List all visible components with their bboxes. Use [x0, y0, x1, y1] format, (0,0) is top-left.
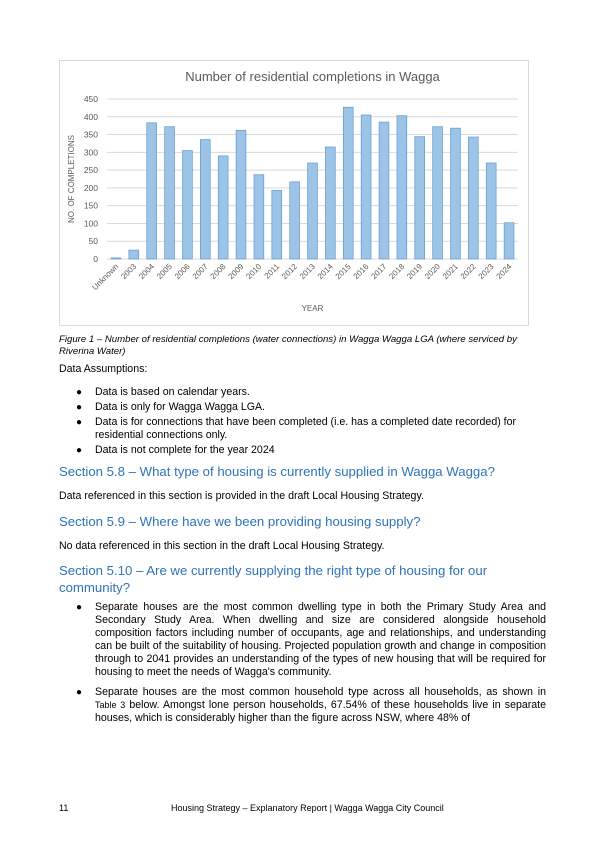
bar-2022 [468, 137, 478, 259]
x-tick-label: 2007 [190, 262, 210, 281]
list-item: ● Data is not complete for the year 2024 [76, 444, 275, 456]
bar-2010 [254, 175, 264, 259]
bar-2007 [200, 140, 210, 259]
y-tick-label: 0 [93, 254, 98, 264]
bar-2023 [486, 163, 496, 259]
assumptions-list [59, 386, 546, 459]
bar-2004 [147, 123, 157, 259]
figure-caption: Figure 1 – Number of residential completions (water connections) in Wagga Wagga LGA (where serviced by Riverina Water) [59, 334, 517, 357]
x-tick-label: 2013 [297, 262, 317, 281]
bar-2015 [343, 107, 353, 259]
y-tick-label: 100 [83, 218, 98, 229]
bar-2018 [397, 116, 407, 259]
list-item: ● Data is based on calendar years. [76, 386, 250, 398]
x-tick-label: 2016 [351, 262, 371, 281]
bar-2012 [290, 182, 300, 259]
page-number: 11 [59, 803, 69, 813]
bar-2006 [182, 151, 192, 259]
x-tick-label: 2022 [458, 262, 478, 281]
list-item: ● Separate houses are the most common household type across all households, as shown in Table 3 below. Amongst lone person households, 67.54% of these households live in separate houses, which is considerably higher than the figure across NSW, where 48% of [76, 686, 546, 724]
x-tick-label: 2006 [172, 262, 192, 281]
x-tick-label: 2003 [119, 262, 139, 281]
section-5-8-body: Data referenced in this section is provided in the draft Local Housing Strategy. [59, 490, 424, 502]
section-5-10-heading: Section 5.10 – Are we currently supplying the right type of housing for our community? [59, 563, 488, 595]
bar-2021 [451, 128, 461, 259]
x-tick-label: 2021 [440, 262, 460, 281]
y-tick-label: 400 [83, 111, 98, 122]
assumptions-label: Data Assumptions: [59, 363, 148, 375]
bar-2013 [308, 163, 318, 259]
x-axis-label: YEAR [301, 304, 324, 313]
section-5-8-heading: Section 5.8 – What type of housing is currently supplied in Wagga Wagga? [59, 464, 495, 479]
bullet-icon: ● [76, 402, 83, 413]
y-tick-label: 50 [88, 236, 98, 247]
x-tick-label: 2015 [333, 262, 353, 281]
x-tick-label: 2014 [315, 262, 335, 281]
bar-Unknown [111, 258, 121, 259]
bullet-icon: ● [76, 387, 83, 398]
y-tick-label: 250 [83, 165, 98, 176]
bar-2005 [165, 127, 175, 259]
bar-2008 [218, 156, 228, 259]
list-item: ● Data is only for Wagga Wagga LGA. [76, 401, 265, 413]
x-tick-label: 2010 [244, 262, 264, 281]
housing-list [59, 601, 546, 732]
y-tick-label: 150 [83, 200, 98, 211]
bullet-icon: ● [76, 602, 83, 613]
x-tick-label: 2011 [262, 262, 282, 281]
y-tick-label: 350 [83, 129, 98, 140]
bar-2011 [272, 190, 282, 259]
x-tick-label: 2018 [387, 262, 407, 281]
x-tick-label: 2019 [405, 262, 425, 281]
chart-svg [60, 61, 530, 327]
x-tick-label: 2004 [137, 262, 157, 281]
bar-2019 [415, 137, 425, 259]
list-item: ● Separate houses are the most common dwelling type in both the Primary Study Area and Secondary Study Area. When dwelling and size are considered alongside household composition factors including number of occupants, age and relationships, and understanding can be built of the suitability of housing. Projected population growth and change in composition through to 2041 provides an understanding of the types of new housing that will be required for housing to meet the needs of Wagga's community. [76, 601, 546, 678]
section-5-9-heading: Section 5.9 – Where have we been providing housing supply? [59, 514, 421, 529]
x-tick-label: 2020 [423, 262, 443, 281]
y-tick-label: 200 [83, 182, 98, 193]
y-tick-label: 450 [83, 94, 98, 104]
completions-chart [59, 60, 529, 326]
bar-2024 [504, 223, 514, 259]
x-tick-label: Unknown [90, 262, 121, 293]
y-tick-label: 300 [83, 147, 98, 158]
bullet-icon: ● [76, 687, 83, 698]
x-tick-label: 2012 [280, 262, 300, 281]
list-item: ● Data is for connections that have been completed (i.e. has a completed date recorded) for residential connections only. [76, 416, 517, 441]
x-tick-label: 2008 [208, 262, 228, 281]
x-tick-label: 2024 [494, 262, 514, 281]
bar-2020 [433, 127, 443, 259]
y-axis-label: NO. OF COMPLETIONS [67, 134, 76, 224]
section-5-9-body: No data referenced in this section in the draft Local Housing Strategy. [59, 540, 385, 552]
x-tick-label: 2009 [226, 262, 246, 281]
x-tick-label: 2005 [155, 262, 174, 281]
bar-2016 [361, 115, 371, 259]
bullet-icon: ● [76, 445, 83, 456]
bar-2014 [325, 147, 335, 259]
footer-text: Housing Strategy – Explanatory Report | Wagga Wagga City Council [171, 803, 444, 813]
chart-title: Number of residential completions in Wagga [185, 69, 440, 84]
bullet-icon: ● [76, 417, 83, 428]
bar-2003 [129, 250, 139, 259]
x-tick-label: 2017 [369, 262, 389, 281]
table-reference: Table 3 [95, 700, 126, 710]
x-tick-label: 2023 [476, 262, 496, 281]
bar-2017 [379, 122, 389, 259]
bar-2009 [236, 130, 246, 259]
